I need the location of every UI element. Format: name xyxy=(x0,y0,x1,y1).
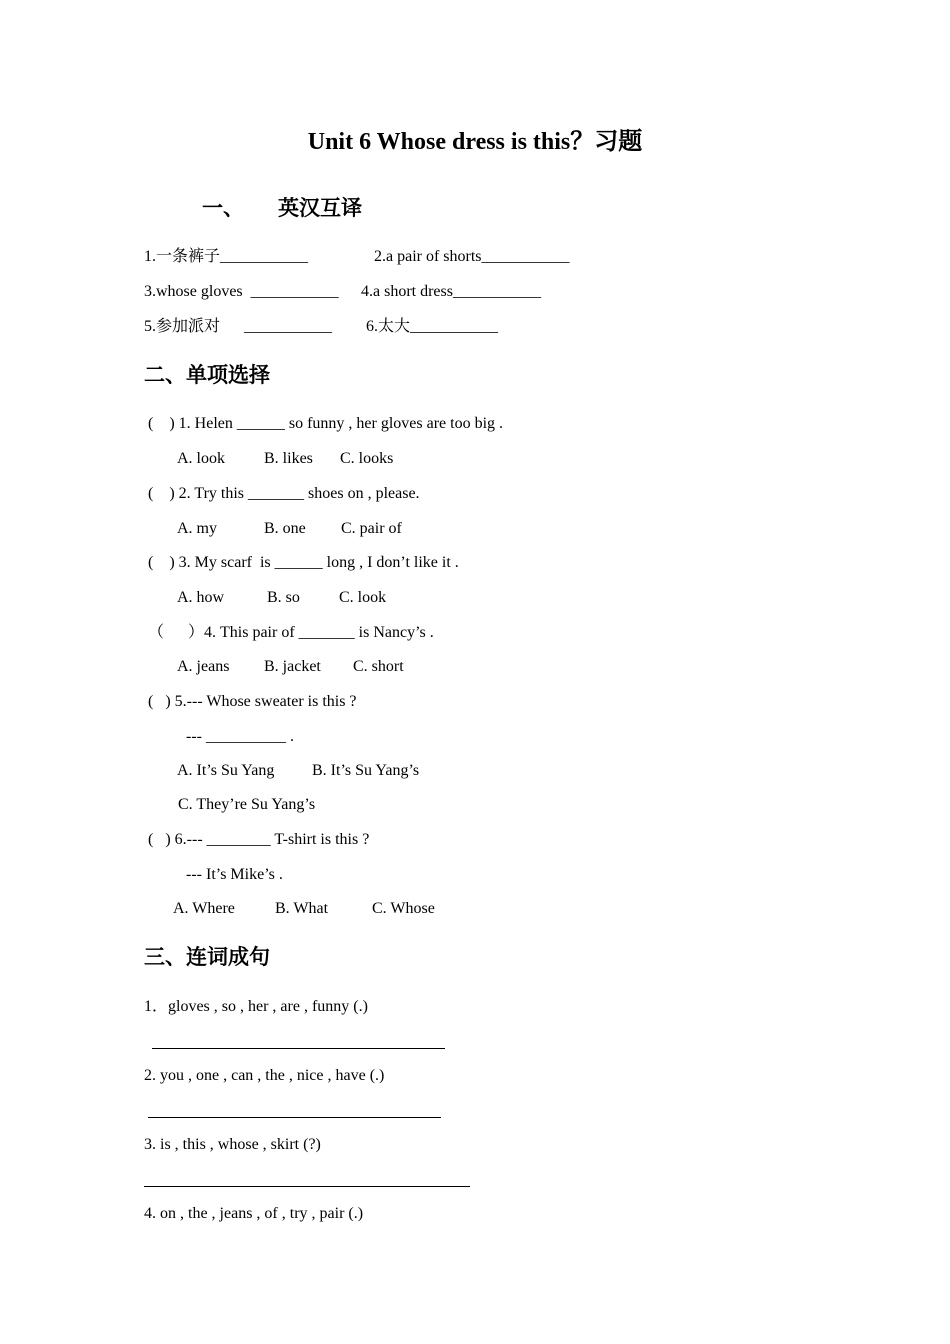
question-6-reply: --- It’s Mike’s . xyxy=(186,866,283,883)
sentence-item-2: 2. you , one , can , the , nice , have (.) xyxy=(144,1067,385,1084)
question-4-option-b: B. jacket xyxy=(264,658,321,675)
question-3-option-b: B. so xyxy=(267,589,300,606)
question-3-option-c: C. look xyxy=(339,589,387,606)
question-5-reply: --- __________ . xyxy=(186,728,294,745)
section-2-heading: 二、单项选择 xyxy=(144,363,270,387)
question-2-stem: ( ) 2. Try this _______ shoes on , please. xyxy=(148,485,420,502)
answer-line-1 xyxy=(152,1048,445,1049)
translation-item-2: 2.a pair of shorts___________ xyxy=(374,248,570,265)
question-5-option-b: B. It’s Su Yang’s xyxy=(312,762,420,779)
question-3-option-a: A. how xyxy=(177,589,225,606)
question-3-stem: ( ) 3. My scarf is ______ long , I don’t like it . xyxy=(148,554,459,571)
sentence-item-3: 3. is , this , whose , skirt (?) xyxy=(144,1136,321,1153)
translation-item-1: 1.一条裤子___________ xyxy=(144,248,309,265)
question-5-stem: ( ) 5.--- Whose sweater is this ? xyxy=(148,693,357,710)
question-4-stem: （ ）4. This pair of _______ is Nancy’s . xyxy=(148,624,434,641)
question-6-stem: ( ) 6.--- ________ T-shirt is this ? xyxy=(148,831,370,848)
question-6-option-a: A. Where xyxy=(173,900,235,917)
section-1-number: 一、 xyxy=(202,196,244,220)
question-5-option-a: A. It’s Su Yang xyxy=(177,762,275,779)
question-1-option-a: A. look xyxy=(177,450,225,467)
question-2-option-a: A. my xyxy=(177,520,217,537)
question-4-option-c: C. short xyxy=(353,658,404,675)
translation-item-5: 5.参加派对 ___________ xyxy=(144,318,333,335)
translation-item-4: 4.a short dress___________ xyxy=(361,283,541,300)
question-1-stem: ( ) 1. Helen ______ so funny , her gloves are too big . xyxy=(148,415,504,432)
sentence-item-1: 1．gloves , so , her , are , funny (.) xyxy=(144,998,368,1015)
question-6-option-b: B. What xyxy=(275,900,329,917)
question-2-option-b: B. one xyxy=(264,520,306,537)
question-6-option-c: C. Whose xyxy=(372,900,435,917)
page-title: Unit 6 Whose dress is this？习题 xyxy=(307,129,643,155)
question-4-option-a: A. jeans xyxy=(177,658,230,675)
translation-item-6: 6.太大___________ xyxy=(366,318,499,335)
question-1-option-b: B. likes xyxy=(264,450,313,467)
section-3-heading: 三、连词成句 xyxy=(144,945,270,969)
answer-line-2 xyxy=(148,1117,441,1118)
question-5-option-c: C. They’re Su Yang’s xyxy=(178,796,316,813)
sentence-item-4: 4. on , the , jeans , of , try , pair (.) xyxy=(144,1205,364,1222)
question-2-option-c: C. pair of xyxy=(341,520,402,537)
answer-line-3 xyxy=(144,1186,470,1187)
question-1-option-c: C. looks xyxy=(340,450,394,467)
section-1-heading: 英汉互译 xyxy=(278,196,362,220)
translation-item-3: 3.whose gloves ___________ xyxy=(144,283,339,300)
